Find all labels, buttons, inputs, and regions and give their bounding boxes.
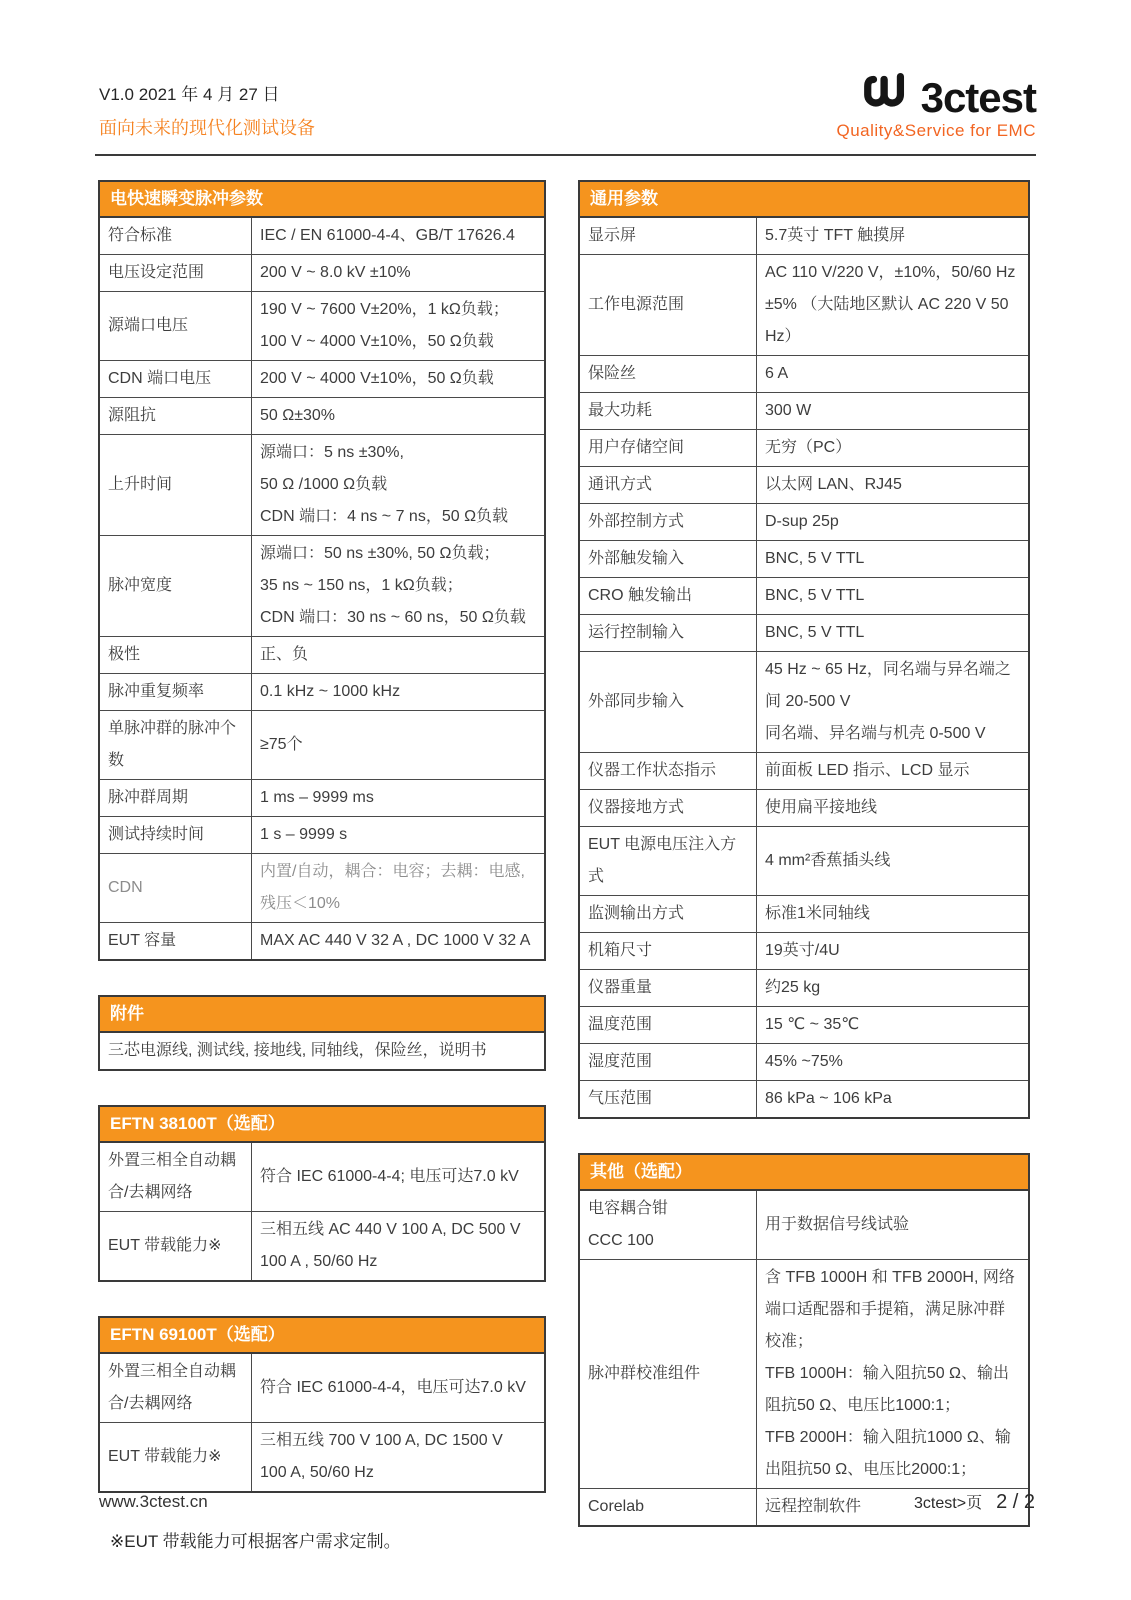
logo-subtitle: Quality&Service for EMC — [836, 121, 1036, 140]
row-label — [100, 817, 252, 853]
row-value — [252, 536, 544, 636]
row-label — [100, 674, 252, 710]
row-label — [580, 615, 757, 651]
row-label — [100, 255, 252, 291]
value-line: 符合 IEC 61000-4-4; 电压可达7.0 kV — [260, 1168, 519, 1185]
table-row — [100, 779, 544, 816]
value-line: 19英寸/4U — [765, 942, 840, 959]
value-line: ±5% （大陆地区默认 AC 220 V 50 — [765, 296, 1009, 313]
value-line: AC 110 V/220 V，±10%，50/60 Hz — [765, 264, 1016, 281]
value-line: 间 20-500 V — [765, 693, 851, 710]
table-row — [580, 1259, 1028, 1488]
value-line: 100 V ~ 4000 V±10%，50 Ω负载 — [260, 333, 494, 350]
left-column — [98, 180, 546, 1552]
row-value — [757, 896, 1028, 932]
label-line: EUT 容量 — [108, 932, 177, 949]
row-value — [252, 361, 544, 397]
label-line: 仪器重量 — [588, 979, 653, 996]
value-line: CDN 端口：4 ns ~ 7 ns，50 Ω负载 — [260, 508, 509, 525]
row-label — [580, 1044, 757, 1080]
value-line: 6 A — [765, 365, 789, 382]
table-row — [100, 853, 544, 922]
row-value — [757, 827, 1028, 895]
table-general-params — [578, 180, 1030, 1119]
label-line: CRO 触发输出 — [588, 587, 693, 604]
table-row — [100, 360, 544, 397]
row-label — [580, 1489, 757, 1525]
row-value — [757, 430, 1028, 466]
row-value — [252, 1212, 544, 1280]
row-value — [757, 1007, 1028, 1043]
header-divider — [95, 154, 1036, 156]
label-line: 外置三相全自动耦合/去耦网络 — [108, 1363, 237, 1412]
table-row — [100, 1211, 544, 1280]
value-line: 45 Hz ~ 65 Hz，同名端与异名端之 — [765, 661, 1011, 678]
row-label — [100, 1143, 252, 1211]
table-row — [100, 1422, 544, 1491]
value-line: BNC, 5 V TTL — [765, 587, 865, 604]
row-value — [252, 1423, 544, 1491]
label-line: 最大功耗 — [588, 402, 653, 419]
row-value — [757, 504, 1028, 540]
table-row — [580, 540, 1028, 577]
row-value — [252, 674, 544, 710]
label-line: 显示屏 — [588, 227, 637, 244]
value-line: 出阻抗50 Ω、电压比2000:1； — [765, 1461, 977, 1478]
label-line: 工作电源范围 — [588, 296, 685, 313]
table-row — [100, 636, 544, 673]
value-line: 1 ms – 9999 ms — [260, 789, 374, 806]
row-label — [100, 854, 252, 922]
label-line: Corelab — [588, 1498, 645, 1515]
table-row — [580, 932, 1028, 969]
value-line: 三相五线 AC 440 V 100 A, DC 500 V — [260, 1221, 521, 1238]
value-line: TFB 1000H：输入阻抗50 Ω、输出 — [765, 1365, 1010, 1382]
value-line: 符合 IEC 61000-4-4，电压可达7.0 kV — [260, 1379, 526, 1396]
value-line: ≥75个 — [260, 736, 303, 753]
value-line: 残压＜10% — [260, 895, 341, 912]
row-value — [757, 255, 1028, 355]
table-row — [580, 218, 1028, 254]
value-line: 使用扁平接地线 — [765, 799, 878, 816]
value-line: 约25 kg — [765, 979, 821, 996]
row-value — [757, 1081, 1028, 1117]
row-label — [580, 218, 757, 254]
value-line: 无穷（PC） — [765, 439, 852, 456]
row-value — [252, 435, 544, 535]
value-line: 5.7英寸 TFT 触摸屏 — [765, 227, 906, 244]
row-value — [757, 1260, 1028, 1488]
row-label — [100, 1212, 252, 1280]
table-row — [580, 503, 1028, 540]
row-label — [580, 896, 757, 932]
value-line: 100 A , 50/60 Hz — [260, 1253, 378, 1270]
value-line: 三相五线 700 V 100 A, DC 1500 V — [260, 1432, 503, 1449]
label-line: 仪器接地方式 — [588, 799, 685, 816]
label-line: 外部控制方式 — [588, 513, 685, 530]
value-line: 以太网 LAN、RJ45 — [765, 476, 902, 493]
row-label — [580, 578, 757, 614]
value-line: BNC, 5 V TTL — [765, 550, 865, 567]
table-row — [100, 922, 544, 959]
value-line: 远程控制软件 — [765, 1498, 862, 1515]
label-line: 用户存储空间 — [588, 439, 685, 456]
label-line: 湿度范围 — [588, 1053, 653, 1070]
table-row — [580, 1043, 1028, 1080]
row-label — [100, 218, 252, 254]
value-line: 源端口：5 ns ±30%, — [260, 444, 404, 461]
label-line: 保险丝 — [588, 365, 637, 382]
row-label — [100, 637, 252, 673]
table-eftn-69100t — [98, 1316, 546, 1493]
label-line: CDN — [108, 879, 143, 896]
table-other-options — [578, 1153, 1030, 1527]
company-tagline: 面向未来的现代化测试设备 — [99, 118, 315, 138]
value-line: 200 V ~ 8.0 kV ±10% — [260, 264, 411, 281]
table-row — [100, 1354, 544, 1422]
footnote: ※EUT 带载能力可根据客户需求定制。 — [110, 1532, 401, 1551]
row-value — [252, 817, 544, 853]
label-line: 符合标准 — [108, 227, 173, 244]
table-row — [100, 434, 544, 535]
row-value — [100, 1033, 544, 1069]
table-row — [580, 752, 1028, 789]
value-line: 阻抗50 Ω、电压比1000:1； — [765, 1397, 961, 1414]
label-line: 源阻抗 — [108, 407, 157, 424]
label-line: 脉冲重复频率 — [108, 683, 205, 700]
label-line: EUT 带载能力※ — [108, 1237, 222, 1254]
table-row — [100, 254, 544, 291]
value-line: 200 V ~ 4000 V±10%，50 Ω负载 — [260, 370, 494, 387]
label-line: 外部触发输入 — [588, 550, 685, 567]
label-line: 电容耦合钳 — [588, 1200, 669, 1217]
table-row — [580, 355, 1028, 392]
row-label — [580, 970, 757, 1006]
label-line: 机箱尺寸 — [588, 942, 653, 959]
value-line: 100 A, 50/60 Hz — [260, 1464, 374, 1481]
table-row — [580, 392, 1028, 429]
row-value — [252, 255, 544, 291]
label-line: CCC 100 — [588, 1232, 654, 1249]
value-line: 45% ~75% — [765, 1053, 843, 1070]
row-value — [252, 1354, 544, 1422]
right-column — [578, 180, 1030, 1561]
value-line: 0.1 kHz ~ 1000 kHz — [260, 683, 401, 700]
table-row — [100, 710, 544, 779]
label-line: EUT 带载能力※ — [108, 1448, 222, 1465]
label-line: 测试持续时间 — [108, 826, 205, 843]
table-row — [100, 535, 544, 636]
table-row — [580, 254, 1028, 355]
row-value — [757, 933, 1028, 969]
label-line: 脉冲宽度 — [108, 577, 173, 594]
row-value — [757, 356, 1028, 392]
label-line: 外置三相全自动耦合/去耦网络 — [108, 1152, 237, 1201]
table-row — [580, 826, 1028, 895]
row-label — [580, 827, 757, 895]
row-value — [757, 393, 1028, 429]
row-label — [100, 711, 252, 779]
label-line: 极性 — [108, 646, 141, 663]
row-label — [580, 1007, 757, 1043]
row-value — [757, 218, 1028, 254]
row-value — [252, 292, 544, 360]
footer-page-indicator — [914, 1490, 1035, 1514]
value-line: 三芯电源线, 测试线, 接地线, 同轴线，保险丝，说明书 — [108, 1042, 487, 1059]
row-label — [580, 430, 757, 466]
table-title: 通用参数 — [580, 182, 1028, 218]
row-label — [100, 780, 252, 816]
label-line: 脉冲群校准组件 — [588, 1365, 701, 1382]
label-line: 运行控制输入 — [588, 624, 685, 641]
value-line: 标准1米同轴线 — [765, 905, 870, 922]
row-value — [757, 790, 1028, 826]
row-label — [100, 923, 252, 959]
row-label — [100, 1423, 252, 1491]
table-row — [100, 816, 544, 853]
label-line: 脉冲群周期 — [108, 789, 189, 806]
value-line: 190 V ~ 7600 V±20%，1 kΩ负载； — [260, 301, 509, 318]
footer-page-number: 2 / 2 — [996, 1491, 1035, 1513]
label-line: 温度范围 — [588, 1016, 653, 1033]
row-label — [580, 1191, 757, 1259]
table-row — [580, 1191, 1028, 1259]
table-row — [100, 291, 544, 360]
row-label — [580, 753, 757, 789]
row-label — [100, 361, 252, 397]
value-line: 内置/自动，耦合：电容；去耦：电感, — [260, 863, 525, 880]
row-label — [580, 504, 757, 540]
table-row — [100, 673, 544, 710]
table-row — [580, 651, 1028, 752]
label-line: EUT 电源电压注入方式 — [588, 836, 737, 885]
value-line: D-sup 25p — [765, 513, 839, 530]
table-title: EFTN 38100T（选配） — [100, 1107, 544, 1143]
table-title: 附件 — [100, 997, 544, 1033]
row-value — [757, 652, 1028, 752]
table-row — [580, 895, 1028, 932]
brand-logo — [770, 66, 1036, 141]
w-monogram-icon — [861, 66, 911, 121]
table-eftn-38100t — [98, 1105, 546, 1282]
row-label — [580, 790, 757, 826]
value-line: 50 Ω /1000 Ω负载 — [260, 476, 388, 493]
value-line: BNC, 5 V TTL — [765, 624, 865, 641]
value-line: 正、负 — [260, 646, 309, 663]
table-title: 电快速瞬变脉冲参数 — [100, 182, 544, 218]
row-value — [252, 923, 544, 959]
row-value — [252, 218, 544, 254]
value-line: 50 Ω±30% — [260, 407, 336, 424]
row-label — [580, 1081, 757, 1117]
label-line: 气压范围 — [588, 1090, 653, 1107]
label-line: 上升时间 — [108, 476, 173, 493]
value-line: 端口适配器和手提箱，满足脉冲群 — [765, 1301, 1006, 1318]
value-line: 35 ns ~ 150 ns，1 kΩ负载； — [260, 577, 463, 594]
value-line: 300 W — [765, 402, 812, 419]
table-row — [580, 466, 1028, 503]
table-accessories — [98, 995, 546, 1071]
value-line: TFB 2000H：输入阻抗1000 Ω、输 — [765, 1429, 1011, 1446]
row-label — [100, 536, 252, 636]
row-label — [100, 292, 252, 360]
row-label — [580, 933, 757, 969]
label-line: 通讯方式 — [588, 476, 653, 493]
row-value — [757, 615, 1028, 651]
footer-brand-text: 3ctest>页 — [914, 1495, 983, 1512]
table-row — [580, 614, 1028, 651]
row-label — [100, 1354, 252, 1422]
value-line: 同名端、异名端与机壳 0-500 V — [765, 725, 986, 742]
table-row — [580, 1006, 1028, 1043]
row-value — [757, 970, 1028, 1006]
label-line: 源端口电压 — [108, 317, 189, 334]
row-label — [580, 393, 757, 429]
row-value — [252, 637, 544, 673]
row-value — [757, 1191, 1028, 1259]
table-row — [100, 1143, 544, 1211]
table-row — [580, 1080, 1028, 1117]
row-label — [100, 435, 252, 535]
label-line: 单脉冲群的脉冲个数 — [108, 720, 237, 769]
row-value — [252, 780, 544, 816]
label-line: 仪器工作状态指示 — [588, 762, 717, 779]
logo-brand-text: 3ctest — [920, 74, 1036, 121]
value-line: 1 s – 9999 s — [260, 826, 348, 843]
table-row — [580, 789, 1028, 826]
footer-url: www.3ctest.cn — [99, 1492, 208, 1511]
table-title: 其他（选配） — [580, 1155, 1028, 1191]
row-value — [757, 578, 1028, 614]
row-label — [100, 398, 252, 434]
table-row — [100, 218, 544, 254]
value-line: 15 ℃ ~ 35℃ — [765, 1016, 860, 1033]
row-value — [252, 398, 544, 434]
row-value — [757, 467, 1028, 503]
row-value — [252, 1143, 544, 1211]
row-value — [757, 753, 1028, 789]
label-line: CDN 端口电压 — [108, 370, 212, 387]
table-title: EFTN 69100T（选配） — [100, 1318, 544, 1354]
value-line: Hz） — [765, 328, 801, 345]
value-line: IEC / EN 61000-4-4、GB/T 17626.4 — [260, 227, 515, 244]
row-label — [580, 652, 757, 752]
table-row — [580, 577, 1028, 614]
row-label — [580, 467, 757, 503]
row-label — [580, 255, 757, 355]
label-line: 外部同步输入 — [588, 693, 685, 710]
row-value — [252, 711, 544, 779]
table-fast-transient-params — [98, 180, 546, 961]
value-line: 4 mm²香蕉插头线 — [765, 852, 891, 869]
row-label — [580, 541, 757, 577]
label-line: 电压设定范围 — [108, 264, 205, 281]
row-label — [580, 1260, 757, 1488]
value-line: MAX AC 440 V 32 A , DC 1000 V 32 A — [260, 932, 531, 949]
value-line: 校准； — [765, 1333, 814, 1350]
table-row — [100, 397, 544, 434]
value-line: CDN 端口：30 ns ~ 60 ns，50 Ω负载 — [260, 609, 526, 626]
row-value — [252, 854, 544, 922]
table-row — [100, 1033, 544, 1069]
value-line: 含 TFB 1000H 和 TFB 2000H, 网络 — [765, 1269, 1015, 1286]
label-line: 监测输出方式 — [588, 905, 685, 922]
table-row — [580, 969, 1028, 1006]
row-value — [757, 1044, 1028, 1080]
value-line: 源端口：50 ns ±30%, 50 Ω负载； — [260, 545, 500, 562]
value-line: 用于数据信号线试验 — [765, 1216, 910, 1233]
document-version-date: V1.0 2021 年 4 月 27 日 — [99, 85, 280, 104]
table-row — [580, 429, 1028, 466]
row-label — [580, 356, 757, 392]
value-line: 86 kPa ~ 106 kPa — [765, 1090, 892, 1107]
value-line: 前面板 LED 指示、LCD 显示 — [765, 762, 970, 779]
row-value — [757, 541, 1028, 577]
